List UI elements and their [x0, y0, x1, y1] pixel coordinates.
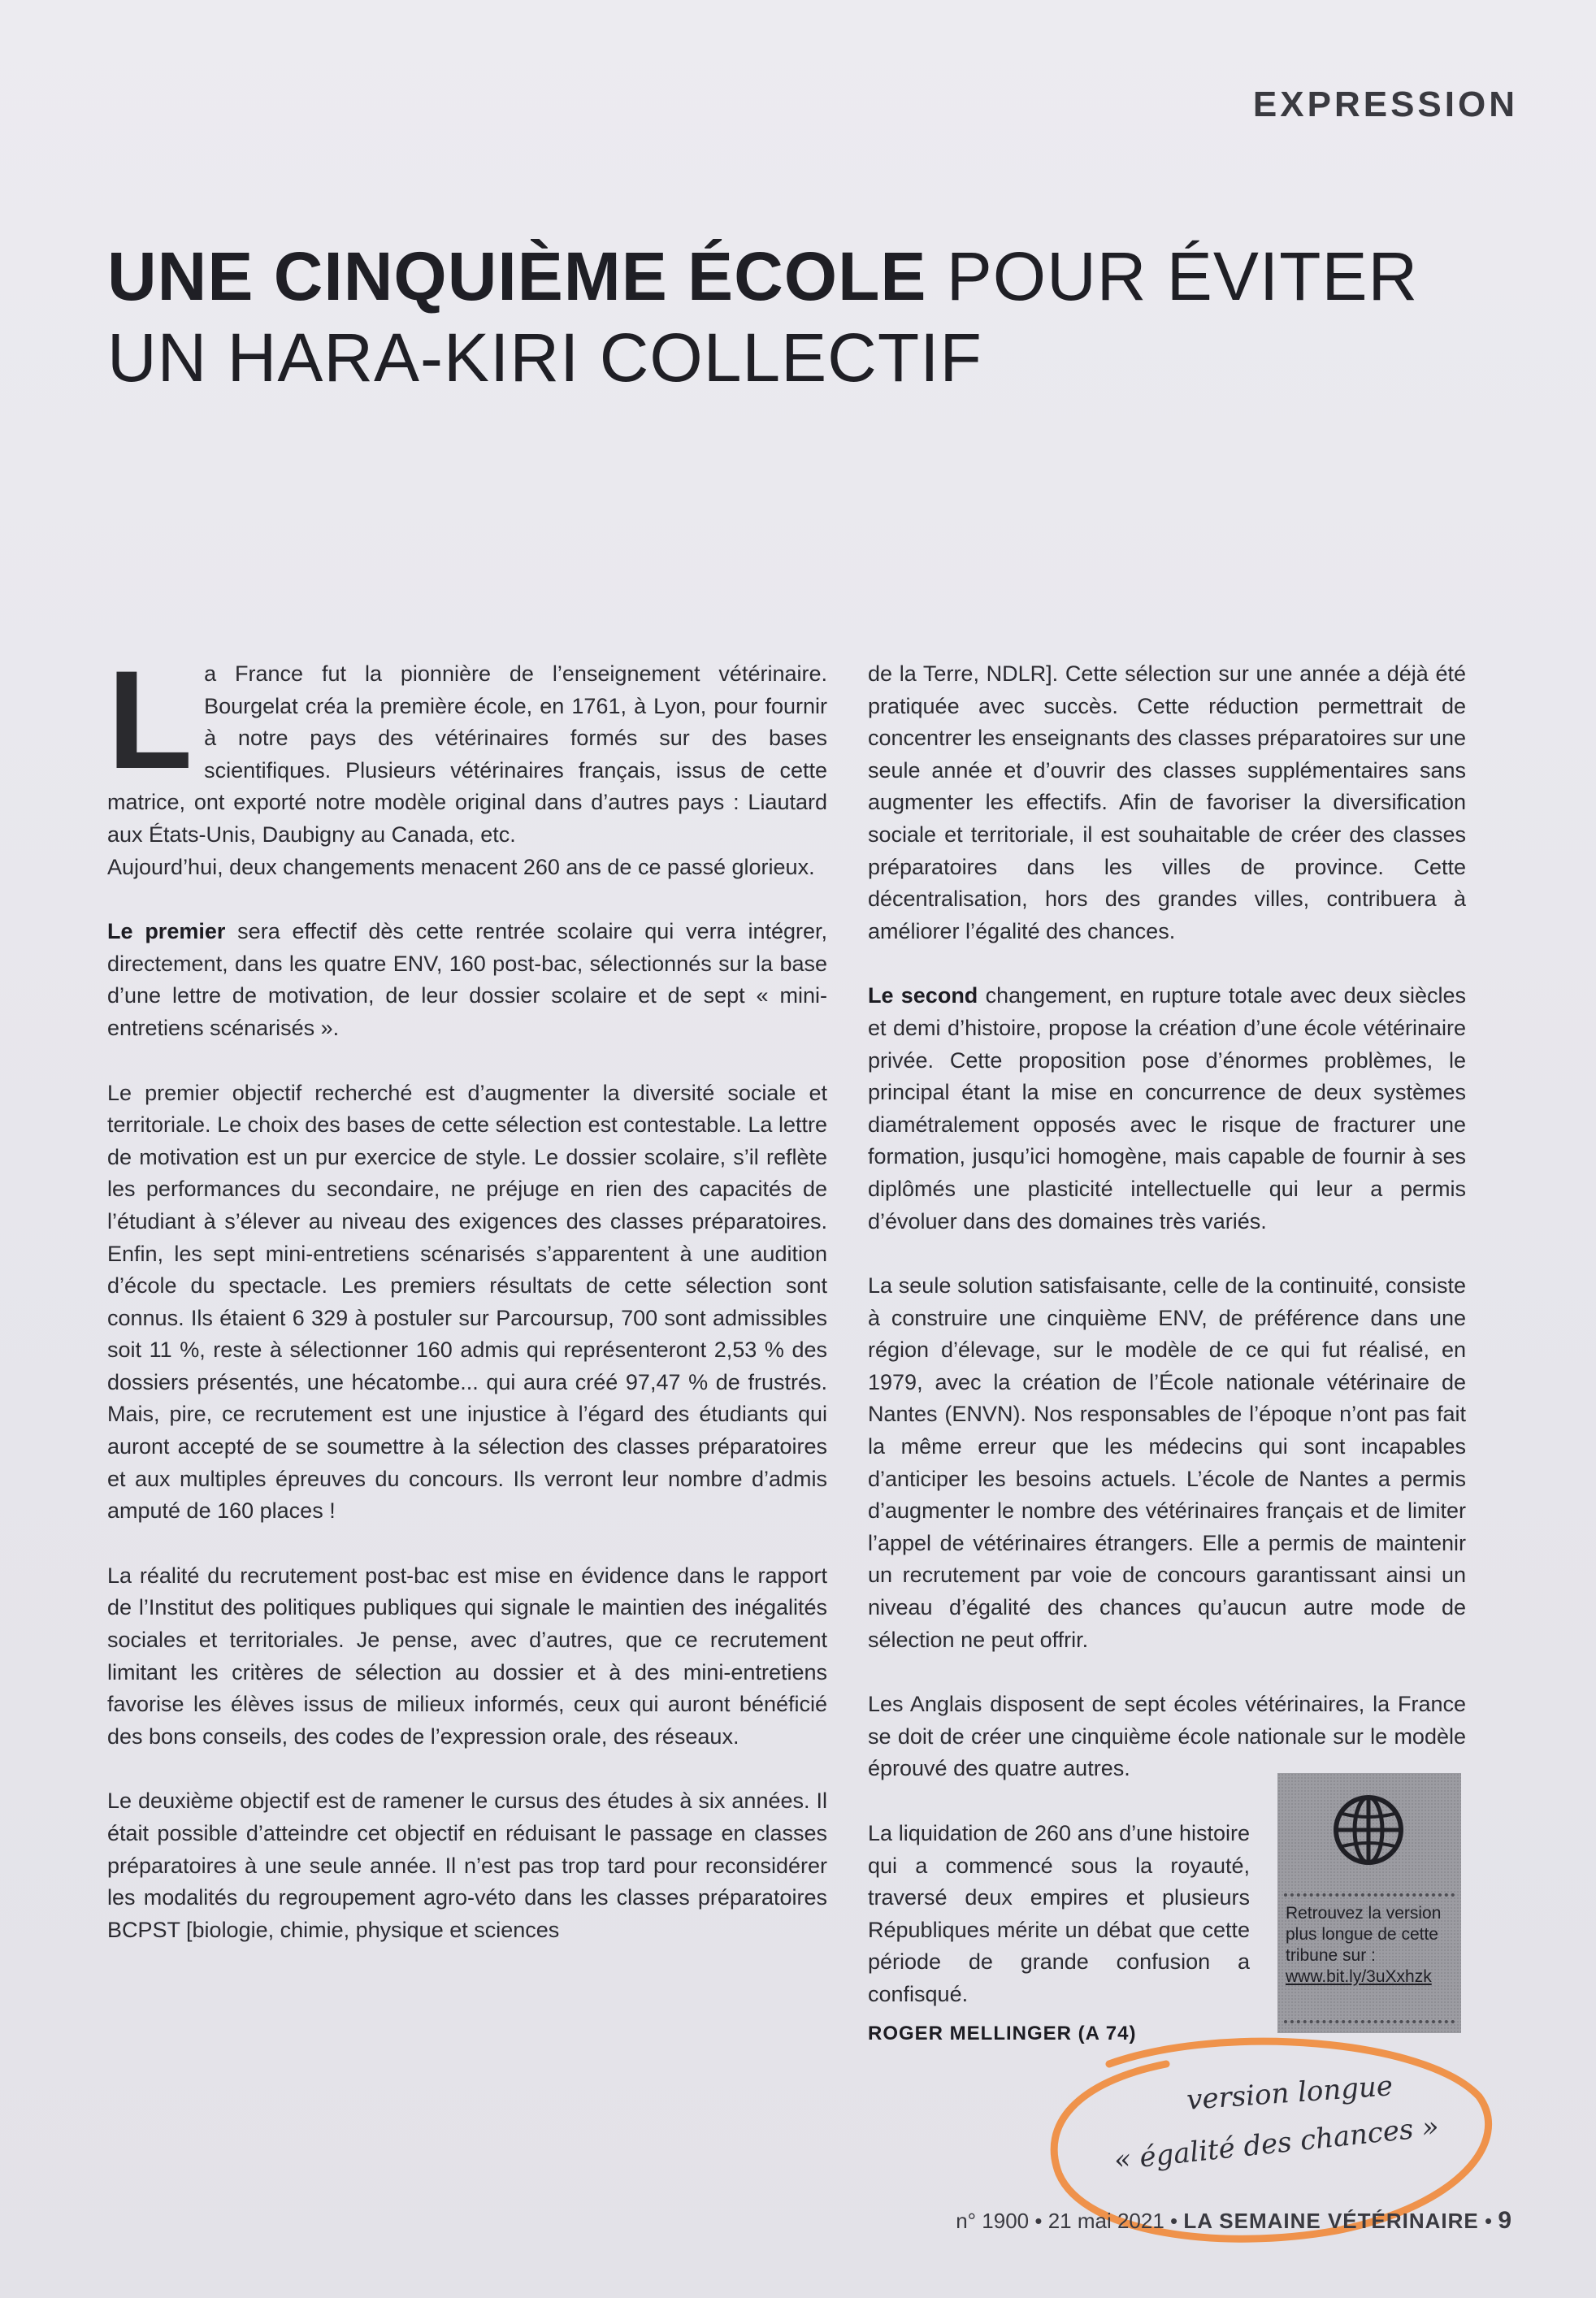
- lead-second: Le second: [868, 983, 978, 1008]
- lead-first: Le premier: [107, 919, 226, 944]
- headline-bold: UNE CINQUIÈME ÉCOLE: [107, 238, 927, 314]
- box-divider-bottom: [1284, 2020, 1455, 2023]
- paragraph-first-text: sera effectif dès cette rentrée scolaire qui verra intégrer, directement, dans les quatre ENV, 160 post-bac, sélectionnés sur la base d’une lettre de motivation, de leur dossier scolaire et de sept « mini-entretiens scénarisés ».: [107, 919, 828, 1040]
- author-signature: ROGER MELLINGER (A 74): [868, 2022, 1137, 2044]
- paragraph-conclusion: La liquidation de 260 ans d’une histoire qui a commencé sous la royauté, traversé deux empires et plusieurs Républiques mérite un débat que cette période de grande confusion a confisqué.: [868, 1821, 1250, 2006]
- page-footer: [956, 2207, 1511, 2235]
- paragraph-reality: La réalité du recrutement post-bac est mise en évidence dans le rapport de l’Institut des politiques publiques qui signale le maintien des inégalités sociales et territoriales. Je pense, avec d’autres, que ce recrutement limitant les critères de sélection au dossier et à des mini-entretiens favorise les élèves issus de milieux informés, ceux qui auront bénéficié des bons conseils, des codes de l’expression orale, des réseaux.: [107, 1563, 827, 1749]
- box-url-link[interactable]: www.bit.ly/3uXxhzk: [1286, 1967, 1432, 1986]
- footer-sep: •: [1478, 2209, 1498, 2233]
- handwritten-note-line-1: version longue: [1185, 2070, 1394, 2117]
- drop-cap: L: [107, 642, 193, 798]
- paragraph-today: Aujourd’hui, deux changements menacent 260 ans de ce passé glorieux.: [107, 854, 815, 879]
- headline-light-2: UN HARA-KIRI COLLECTIF: [107, 319, 982, 396]
- paragraph-solution: La seule solution satisfaisante, celle de la continuité, consiste à construire une cinquième ENV, de préférence dans une région d’élevage, sur le modèle de ce qui fut réalisé, en 1979, avec la création de l’École nationale vétérinaire de Nantes (ENVN). Nos responsables de l’époque n’ont pas fait la même erreur que les médecins qui sont incapables d’anticiper les besoins actuels. L’école de Nantes a permis d’augmenter le nombre des vétérinaires français et de limiter l’appel de vétérinaires étrangers. Elle a permis de maintenir un recrutement par voie de concours garantissant ainsi un niveau d’égalité des chances qu’aucun autre mode de sélection ne peut offrir.: [868, 1273, 1466, 1652]
- paragraph-second-text: changement, en rupture totale avec deux siècles et demi d’histoire, propose la création d’une école vétérinaire privée. Cette proposition pose d’énormes problèmes, le principal étant la mise en concurrence de deux systèmes diamétralement opposés avec le risque de fracturer une formation, jusqu’ici homogène, mais capable de fournir à ses diplômés une plasticité intellectuelle qui leur a permis d’évoluer dans des domaines très variés.: [868, 983, 1467, 1234]
- globe-icon: [1328, 1789, 1409, 1871]
- box-text: [1286, 1903, 1456, 1988]
- article-headline: [107, 236, 1489, 398]
- headline-light-1: POUR ÉVITER: [926, 238, 1419, 314]
- paragraph-intro-text: a France fut la pionnière de l’enseignement vétérinaire. Bourgelat créa la première école, en 1761, à Lyon, pour fournir à notre pays des vétérinaires formés sur des bases scientifiques. Plusieurs vétérinaires français, issus de cette matrice, ont exporté notre modèle original dans d’autres pays : Liautard aux États-Unis, Daubigny au Canada, etc.: [107, 661, 827, 847]
- left-column: [107, 642, 828, 1946]
- footer-magazine: LA SEMAINE VÉTÉRINAIRE: [1183, 2209, 1479, 2233]
- box-caption: Retrouvez la version plus longue de cette tribune sur :: [1286, 1904, 1442, 1965]
- paragraph-objective-1: Le premier objectif recherché est d’augmenter la diversité sociale et territoriale. Le choix des bases de cette sélection est contestable. La lettre de motivation est un pur exercice de style. Le dossier scolaire, s’il reflète les performances du secondaire, ne préjuge en rien des capacités de l’étudiant à s’élever au niveau des exigences des classes préparatoires. Enfin, les sept mini-entretiens scénarisés s’apparentent à une audition d’école du spectacle. Les premiers résultats de cette sélection sont connus. Ils étaient 6 329 à postuler sur Parcoursup, 700 sont admissibles soit 11 %, reste à sélectionner 160 admis qui représenteront 2,53 % des dossiers présentés, une hécatombe... qui aura créé 97,47 % de frustrés. Mais, pire, ce recrutement est une injustice à l’égard des étudiants qui auront accepté de se soumettre à la sélection des classes préparatoires et aux multiples épreuves du concours. Ils verront leur nombre d’admis amputé de 160 places !: [107, 1080, 827, 1524]
- section-rubric: EXPRESSION: [1252, 85, 1518, 124]
- footer-issue: n° 1900 • 21 mai 2021 •: [956, 2209, 1184, 2233]
- paragraph-second-change: [868, 980, 1466, 1238]
- paragraph-intro: [107, 642, 827, 852]
- box-divider-top: [1284, 1893, 1455, 1897]
- page-number: 9: [1498, 2207, 1511, 2234]
- handwritten-note-line-2: « égalité des chances »: [1112, 2110, 1441, 2177]
- online-version-box: [1277, 1773, 1461, 2033]
- paragraph-objective-2: Le deuxième objectif est de ramener le cursus des études à six années. Il était possible d’atteindre cet objectif en réduisant le passage en classes préparatoires à une seule année. Il n’est pas trop tard pour reconsidérer les modalités du regroupement agro-véto dans les classes préparatoires BCPST [biologie, chimie, physique et sciences: [107, 1789, 827, 1942]
- paragraph-continued: de la Terre, NDLR]. Cette sélection sur une année a déjà été pratiquée avec succès. Cette réduction permettrait de concentrer les enseignants des classes préparatoires sur une seule année et d’ouvrir des classes supplémentaires sans augmenter les effectifs. Afin de favoriser la diversification sociale et territoriale, il est souhaitable de créer des classes préparatoires dans les villes de province. Cette décentralisation, hors des grandes villes, contribuera à améliorer l’égalité des chances.: [868, 661, 1466, 943]
- paragraph-english: Les Anglais disposent de sept écoles vétérinaires, la France se doit de créer une cinquième école nationale sur le modèle éprouvé des quatre autres.: [868, 1692, 1466, 1781]
- paragraph-first-change: [107, 916, 827, 1044]
